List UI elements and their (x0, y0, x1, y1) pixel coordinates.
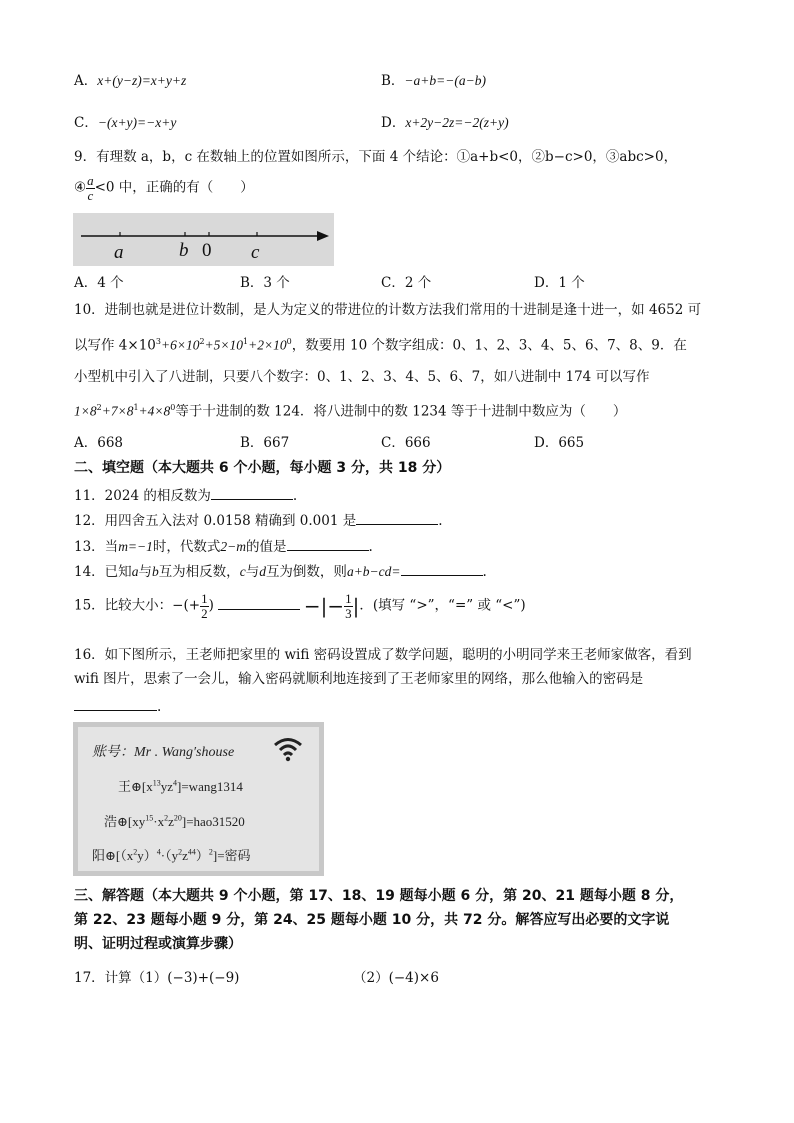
q17-part2: （2）(−4)×6 (353, 970, 439, 986)
q9-line2: ④ $\frac{a}{c}$ <0 中，正确的有（ ） (74, 173, 254, 203)
q9-option-d: D．1 个 (534, 275, 585, 291)
q15: 15．比较大小：−(+ $\frac{1}{2}$ ) −|− $\frac{1}{3}$ |．(填写 “>”，“=” 或 “<”) (74, 591, 526, 621)
wifi-account: 账号：Mr . Wang′shouse (92, 745, 235, 760)
q9-option-a: A．4 个 (74, 275, 124, 291)
wifi-icon (273, 735, 303, 763)
q9-option-b: B．3 个 (240, 275, 290, 291)
q8-option-d: D．x+2y−2z=−2(z+y) (381, 115, 509, 131)
q9-option-c: C．2 个 (381, 275, 432, 291)
wifi-password-card (73, 722, 324, 876)
section3-title-line3: 明、证明过程或演算步骤） (74, 936, 242, 952)
section3-title-line2: 第 22、23 题每小题 9 分，第 24、25 题每小题 10 分，共 72 分。解答应写出必要的文字说 (74, 912, 670, 928)
q16-line3: . (74, 698, 161, 715)
q14: 14．已知a与b互为相反数，c与d互为倒数，则a+b−cd= . (74, 564, 487, 580)
q10-option-a: A．668 (74, 435, 124, 451)
q11: 11．2024 的相反数为 . (74, 488, 298, 504)
axis-label-b: b (179, 240, 189, 261)
q9-line1: 9．有理数 a，b，c 在数轴上的位置如图所示，下面 4 个结论：①a+b<0，②b−c>0，③abc>0， (74, 149, 678, 165)
q10-option-c: C．666 (381, 435, 431, 451)
q10-option-d: D．665 (534, 435, 585, 451)
q12: 12．用四舍五入法对 0.0158 精确到 0.001 是 . (74, 513, 443, 529)
q14-answer-blank[interactable] (401, 563, 483, 576)
axis-label-c: c (251, 242, 260, 263)
wifi-row-yang: 阳$\oplus[(x^2y)^4\cdot(y^2z^{44})^2]=$密码 (92, 847, 251, 863)
q10-line1: 10．进制也就是进位计数制，是人为定义的带进位的计数方法我们常用的十进制是逢十进一，如 4652 可 (74, 302, 702, 318)
q10-line4: $1\times 8^2+7\times 8^1+4\times 8^0$等于十进制的数 124．将八进制中的数 1234 等于十进制中数应为（ ） (74, 403, 627, 420)
axis-label-zero: 0 (202, 240, 212, 261)
q15-answer-blank[interactable] (218, 597, 300, 610)
q15-fraction-right: $\frac{1}{3}$ (345, 591, 352, 621)
axis-label-a: a (114, 242, 124, 263)
number-line-figure (73, 213, 334, 266)
q11-answer-blank[interactable] (211, 487, 293, 500)
q9-fraction: $\frac{a}{c}$ (87, 173, 94, 203)
wifi-row-wang: 王$\oplus[x^{13}yz^4]=wang1314$ (118, 778, 243, 794)
section2-title: 二、填空题（本大题共 6 个小题，每小题 3 分，共 18 分） (74, 460, 451, 476)
q10-line2: 以写作 $4\times 10^3+6\times 10^2+5\times 10^1+2\times 10^0$，数要用 10 个数字组成：0、1、2、3、4、5、6、7、8、9．在 (74, 337, 687, 354)
q8-option-b: B．−a+b=−(a−b) (381, 73, 486, 89)
q10-line3: 小型机中引入了八进制，只要八个数字：0、1、2、3、4、5、6、7，如八进制中 174 可以写作 (74, 369, 650, 385)
q17-part1: 17．计算（1）(−3)+(−9) (74, 970, 240, 986)
q15-fraction-left: $\frac{1}{2}$ (201, 591, 208, 621)
q10-option-b: B．667 (240, 435, 290, 451)
q8-option-a: A．x+(y−z)=x+y+z (74, 73, 187, 89)
q13-answer-blank[interactable] (287, 538, 369, 551)
section3-title-line1: 三、解答题（本大题共 9 个小题，第 17、18、19 题每小题 6 分，第 20、21 题每小题 8 分， (74, 888, 684, 904)
wifi-row-hao: 浩$\oplus[xy^{15}\cdot x^2z^{20}]=hao31520$ (104, 813, 245, 829)
q8-option-c: C．−(x+y)=−x+y (74, 115, 177, 131)
q12-answer-blank[interactable] (356, 512, 438, 525)
q16-line1: 16．如下图所示，王老师把家里的 wifi 密码设置成了数学问题，聪明的小明同学来王老师家做客，看到 (74, 647, 692, 663)
q16-line2: wifi 图片，思索了一会儿，输入密码就顺利地连接到了王老师家里的网络，那么他输入的密码是 (74, 671, 644, 687)
q13: 13．当m=−1时，代数式2−m的值是 . (74, 539, 373, 555)
q16-answer-blank[interactable] (74, 698, 157, 711)
